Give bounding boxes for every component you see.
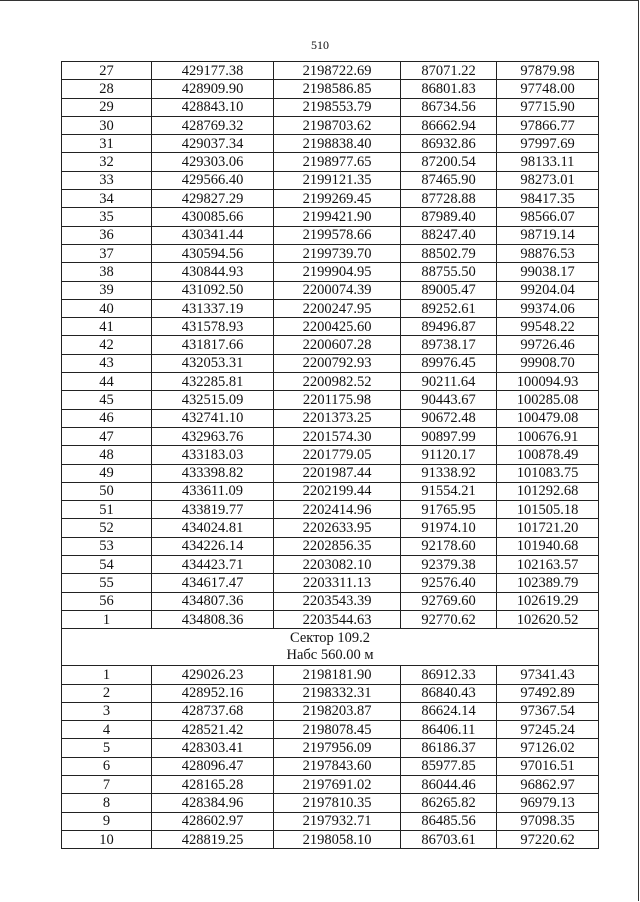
y-coordinate-cell: 2199121.35 — [274, 171, 401, 189]
point-number-cell: 35 — [62, 208, 152, 226]
x-coordinate-cell: 428769.32 — [152, 116, 274, 134]
table-row — [62, 537, 599, 555]
y-local-cell: 101083.75 — [497, 464, 599, 482]
table-row — [62, 354, 599, 372]
y-coordinate-cell: 2198703.62 — [274, 116, 401, 134]
table-row — [62, 666, 599, 684]
x-coordinate-cell: 428521.42 — [152, 721, 274, 739]
x-local-cell: 87071.22 — [401, 62, 497, 80]
y-local-cell: 97866.77 — [497, 116, 599, 134]
point-number-cell: 51 — [62, 501, 152, 519]
table-row — [62, 80, 599, 98]
x-local-cell: 85977.85 — [401, 757, 497, 775]
table-row — [62, 757, 599, 775]
y-local-cell: 101721.20 — [497, 519, 599, 537]
table-row — [62, 263, 599, 281]
x-coordinate-cell: 432285.81 — [152, 373, 274, 391]
y-local-cell: 102163.57 — [497, 556, 599, 574]
x-local-cell: 87989.40 — [401, 208, 497, 226]
table-row — [62, 721, 599, 739]
point-number-cell: 30 — [62, 116, 152, 134]
coordinates-table-bottom — [62, 666, 599, 849]
x-local-cell: 90443.67 — [401, 391, 497, 409]
y-local-cell: 102389.79 — [497, 574, 599, 592]
y-coordinate-cell: 2199739.70 — [274, 244, 401, 262]
page-number: 510 — [311, 38, 329, 52]
point-number-cell: 27 — [62, 62, 152, 80]
y-local-cell: 100285.08 — [497, 391, 599, 409]
table-row — [62, 574, 599, 592]
section-subtitle: Набс 560.00 м — [286, 647, 374, 664]
x-coordinate-cell: 428096.47 — [152, 757, 274, 775]
x-local-cell: 86703.61 — [401, 830, 497, 848]
x-local-cell: 89252.61 — [401, 299, 497, 317]
point-number-cell: 1 — [62, 666, 152, 684]
y-coordinate-cell: 2200074.39 — [274, 281, 401, 299]
table-row — [62, 190, 599, 208]
x-coordinate-cell: 428384.96 — [152, 794, 274, 812]
point-number-cell: 4 — [62, 721, 152, 739]
y-local-cell: 97245.24 — [497, 721, 599, 739]
x-coordinate-cell: 428165.28 — [152, 775, 274, 793]
y-coordinate-cell: 2202633.95 — [274, 519, 401, 537]
y-local-cell: 97492.89 — [497, 684, 599, 702]
y-coordinate-cell: 2202199.44 — [274, 482, 401, 500]
y-coordinate-cell: 2200247.95 — [274, 299, 401, 317]
table-row — [62, 794, 599, 812]
point-number-cell: 1 — [62, 610, 152, 628]
point-number-cell: 9 — [62, 812, 152, 830]
point-number-cell: 48 — [62, 446, 152, 464]
y-coordinate-cell: 2198078.45 — [274, 721, 401, 739]
x-coordinate-cell: 430594.56 — [152, 244, 274, 262]
table-row — [62, 171, 599, 189]
y-local-cell: 97126.02 — [497, 739, 599, 757]
point-number-cell: 5 — [62, 739, 152, 757]
y-local-cell: 98273.01 — [497, 171, 599, 189]
coordinates-table — [61, 61, 599, 849]
table-row — [62, 281, 599, 299]
y-coordinate-cell: 2197810.35 — [274, 794, 401, 812]
point-number-cell: 6 — [62, 757, 152, 775]
table-row — [62, 775, 599, 793]
point-number-cell: 50 — [62, 482, 152, 500]
table-row — [62, 592, 599, 610]
x-coordinate-cell: 434226.14 — [152, 537, 274, 555]
table-row — [62, 208, 599, 226]
y-coordinate-cell: 2201779.05 — [274, 446, 401, 464]
x-coordinate-cell: 434807.36 — [152, 592, 274, 610]
y-local-cell: 99548.22 — [497, 318, 599, 336]
y-local-cell: 98566.07 — [497, 208, 599, 226]
table-row — [62, 226, 599, 244]
y-local-cell: 97997.69 — [497, 135, 599, 153]
point-number-cell: 8 — [62, 794, 152, 812]
y-local-cell: 97220.62 — [497, 830, 599, 848]
table-row — [62, 135, 599, 153]
table-row — [62, 446, 599, 464]
table-row — [62, 62, 599, 80]
y-coordinate-cell: 2201175.98 — [274, 391, 401, 409]
x-local-cell: 87465.90 — [401, 171, 497, 189]
section-header-cell — [62, 629, 599, 666]
table-row — [62, 391, 599, 409]
x-coordinate-cell: 429827.29 — [152, 190, 274, 208]
x-coordinate-cell: 431337.19 — [152, 299, 274, 317]
x-coordinate-cell: 429026.23 — [152, 666, 274, 684]
point-number-cell: 56 — [62, 592, 152, 610]
x-coordinate-cell: 429037.34 — [152, 135, 274, 153]
y-local-cell: 96979.13 — [497, 794, 599, 812]
x-coordinate-cell: 434024.81 — [152, 519, 274, 537]
table-row — [62, 318, 599, 336]
y-local-cell: 100676.91 — [497, 427, 599, 445]
x-local-cell: 87200.54 — [401, 153, 497, 171]
x-coordinate-cell: 430341.44 — [152, 226, 274, 244]
y-local-cell: 100878.49 — [497, 446, 599, 464]
y-coordinate-cell: 2198332.31 — [274, 684, 401, 702]
y-local-cell: 97715.90 — [497, 98, 599, 116]
point-number-cell: 44 — [62, 373, 152, 391]
y-coordinate-cell: 2197691.02 — [274, 775, 401, 793]
x-coordinate-cell: 428952.16 — [152, 684, 274, 702]
x-coordinate-cell: 428303.41 — [152, 739, 274, 757]
y-coordinate-cell: 2200607.28 — [274, 336, 401, 354]
x-coordinate-cell: 428819.25 — [152, 830, 274, 848]
x-coordinate-cell: 432053.31 — [152, 354, 274, 372]
y-local-cell: 99374.06 — [497, 299, 599, 317]
point-number-cell: 31 — [62, 135, 152, 153]
point-number-cell: 52 — [62, 519, 152, 537]
y-coordinate-cell: 2197956.09 — [274, 739, 401, 757]
x-coordinate-cell: 434617.47 — [152, 574, 274, 592]
x-coordinate-cell: 433611.09 — [152, 482, 274, 500]
x-coordinate-cell: 428737.68 — [152, 702, 274, 720]
x-coordinate-cell: 432515.09 — [152, 391, 274, 409]
y-coordinate-cell: 2198838.40 — [274, 135, 401, 153]
y-coordinate-cell: 2198181.90 — [274, 666, 401, 684]
x-local-cell: 89496.87 — [401, 318, 497, 336]
point-number-cell: 7 — [62, 775, 152, 793]
point-number-cell: 33 — [62, 171, 152, 189]
x-local-cell: 89976.45 — [401, 354, 497, 372]
table-row — [62, 702, 599, 720]
x-coordinate-cell: 430085.66 — [152, 208, 274, 226]
y-local-cell: 97367.54 — [497, 702, 599, 720]
table-row — [62, 299, 599, 317]
section-header-row — [62, 629, 599, 666]
x-local-cell: 88502.79 — [401, 244, 497, 262]
y-coordinate-cell: 2202414.96 — [274, 501, 401, 519]
point-number-cell: 39 — [62, 281, 152, 299]
point-number-cell: 40 — [62, 299, 152, 317]
x-coordinate-cell: 433819.77 — [152, 501, 274, 519]
y-local-cell: 99204.04 — [497, 281, 599, 299]
table-row — [62, 812, 599, 830]
x-local-cell: 92769.60 — [401, 592, 497, 610]
x-local-cell: 88755.50 — [401, 263, 497, 281]
x-coordinate-cell: 433398.82 — [152, 464, 274, 482]
y-coordinate-cell: 2200982.52 — [274, 373, 401, 391]
point-number-cell: 41 — [62, 318, 152, 336]
table-row — [62, 610, 599, 628]
y-local-cell: 102620.52 — [497, 610, 599, 628]
y-coordinate-cell: 2198722.69 — [274, 62, 401, 80]
point-number-cell: 46 — [62, 409, 152, 427]
table-row — [62, 116, 599, 134]
table-row — [62, 98, 599, 116]
y-coordinate-cell: 2203311.13 — [274, 574, 401, 592]
y-coordinate-cell: 2203082.10 — [274, 556, 401, 574]
point-number-cell: 37 — [62, 244, 152, 262]
x-local-cell: 86932.86 — [401, 135, 497, 153]
point-number-cell: 36 — [62, 226, 152, 244]
x-local-cell: 86912.33 — [401, 666, 497, 684]
x-local-cell: 86265.82 — [401, 794, 497, 812]
x-local-cell: 91120.17 — [401, 446, 497, 464]
y-local-cell: 101505.18 — [497, 501, 599, 519]
point-number-cell: 45 — [62, 391, 152, 409]
x-local-cell: 86840.43 — [401, 684, 497, 702]
y-coordinate-cell: 2200425.60 — [274, 318, 401, 336]
y-local-cell: 97098.35 — [497, 812, 599, 830]
x-local-cell: 86801.83 — [401, 80, 497, 98]
x-local-cell: 90672.48 — [401, 409, 497, 427]
y-local-cell: 101292.68 — [497, 482, 599, 500]
y-coordinate-cell: 2197843.60 — [274, 757, 401, 775]
x-coordinate-cell: 432963.76 — [152, 427, 274, 445]
x-coordinate-cell: 429566.40 — [152, 171, 274, 189]
point-number-cell: 49 — [62, 464, 152, 482]
table-row — [62, 244, 599, 262]
table-row — [62, 501, 599, 519]
y-coordinate-cell: 2199904.95 — [274, 263, 401, 281]
x-coordinate-cell: 428602.97 — [152, 812, 274, 830]
point-number-cell: 42 — [62, 336, 152, 354]
x-coordinate-cell: 430844.93 — [152, 263, 274, 281]
table-row — [62, 830, 599, 848]
y-coordinate-cell: 2203543.39 — [274, 592, 401, 610]
table-row — [62, 153, 599, 171]
x-local-cell: 88247.40 — [401, 226, 497, 244]
point-number-cell: 53 — [62, 537, 152, 555]
y-local-cell: 98417.35 — [497, 190, 599, 208]
x-coordinate-cell: 431817.66 — [152, 336, 274, 354]
table-row — [62, 519, 599, 537]
y-local-cell: 100479.08 — [497, 409, 599, 427]
point-number-cell: 43 — [62, 354, 152, 372]
y-coordinate-cell: 2201987.44 — [274, 464, 401, 482]
x-local-cell: 92770.62 — [401, 610, 497, 628]
x-local-cell: 86186.37 — [401, 739, 497, 757]
x-local-cell: 86624.14 — [401, 702, 497, 720]
x-local-cell: 86485.56 — [401, 812, 497, 830]
x-local-cell: 86406.11 — [401, 721, 497, 739]
y-coordinate-cell: 2198977.65 — [274, 153, 401, 171]
x-coordinate-cell: 428843.10 — [152, 98, 274, 116]
x-local-cell: 91338.92 — [401, 464, 497, 482]
point-number-cell: 2 — [62, 684, 152, 702]
table-row — [62, 373, 599, 391]
x-coordinate-cell: 428909.90 — [152, 80, 274, 98]
x-local-cell: 91554.21 — [401, 482, 497, 500]
table-row — [62, 336, 599, 354]
y-coordinate-cell: 2198203.87 — [274, 702, 401, 720]
y-local-cell: 98719.14 — [497, 226, 599, 244]
x-coordinate-cell: 434808.36 — [152, 610, 274, 628]
y-coordinate-cell: 2203544.63 — [274, 610, 401, 628]
y-local-cell: 97879.98 — [497, 62, 599, 80]
point-number-cell: 54 — [62, 556, 152, 574]
x-local-cell: 86044.46 — [401, 775, 497, 793]
x-local-cell: 89005.47 — [401, 281, 497, 299]
y-local-cell: 97748.00 — [497, 80, 599, 98]
x-coordinate-cell: 429303.06 — [152, 153, 274, 171]
section-header-group — [62, 629, 599, 666]
x-local-cell: 91974.10 — [401, 519, 497, 537]
y-local-cell: 99038.17 — [497, 263, 599, 281]
y-local-cell: 98133.11 — [497, 153, 599, 171]
y-local-cell: 101940.68 — [497, 537, 599, 555]
y-local-cell: 100094.93 — [497, 373, 599, 391]
x-local-cell: 86734.56 — [401, 98, 497, 116]
y-local-cell: 96862.97 — [497, 775, 599, 793]
section-title: Сектор 109.2 — [289, 630, 371, 647]
y-coordinate-cell: 2202856.35 — [274, 537, 401, 555]
x-coordinate-cell: 432741.10 — [152, 409, 274, 427]
point-number-cell: 29 — [62, 98, 152, 116]
y-coordinate-cell: 2198586.85 — [274, 80, 401, 98]
x-coordinate-cell: 433183.03 — [152, 446, 274, 464]
coordinates-table-top — [62, 62, 599, 629]
table-row — [62, 409, 599, 427]
table-row — [62, 739, 599, 757]
x-coordinate-cell: 434423.71 — [152, 556, 274, 574]
point-number-cell: 47 — [62, 427, 152, 445]
x-coordinate-cell: 431578.93 — [152, 318, 274, 336]
y-coordinate-cell: 2197932.71 — [274, 812, 401, 830]
y-local-cell: 102619.29 — [497, 592, 599, 610]
y-coordinate-cell: 2200792.93 — [274, 354, 401, 372]
x-local-cell: 92576.40 — [401, 574, 497, 592]
y-coordinate-cell: 2199269.45 — [274, 190, 401, 208]
point-number-cell: 38 — [62, 263, 152, 281]
y-coordinate-cell: 2198553.79 — [274, 98, 401, 116]
y-local-cell: 99726.46 — [497, 336, 599, 354]
point-number-cell: 3 — [62, 702, 152, 720]
y-coordinate-cell: 2201574.30 — [274, 427, 401, 445]
y-local-cell: 99908.70 — [497, 354, 599, 372]
x-local-cell: 86662.94 — [401, 116, 497, 134]
point-number-cell: 55 — [62, 574, 152, 592]
table-row — [62, 556, 599, 574]
point-number-cell: 34 — [62, 190, 152, 208]
x-coordinate-cell: 431092.50 — [152, 281, 274, 299]
y-local-cell: 97016.51 — [497, 757, 599, 775]
point-number-cell: 28 — [62, 80, 152, 98]
x-local-cell: 90897.99 — [401, 427, 497, 445]
y-coordinate-cell: 2201373.25 — [274, 409, 401, 427]
point-number-cell: 10 — [62, 830, 152, 848]
x-local-cell: 87728.88 — [401, 190, 497, 208]
x-local-cell: 92379.38 — [401, 556, 497, 574]
table-row — [62, 464, 599, 482]
y-coordinate-cell: 2199578.66 — [274, 226, 401, 244]
y-coordinate-cell: 2199421.90 — [274, 208, 401, 226]
point-number-cell: 32 — [62, 153, 152, 171]
x-local-cell: 91765.95 — [401, 501, 497, 519]
y-coordinate-cell: 2198058.10 — [274, 830, 401, 848]
table-row — [62, 684, 599, 702]
x-local-cell: 92178.60 — [401, 537, 497, 555]
y-local-cell: 98876.53 — [497, 244, 599, 262]
x-local-cell: 89738.17 — [401, 336, 497, 354]
table-row — [62, 427, 599, 445]
y-local-cell: 97341.43 — [497, 666, 599, 684]
table-row — [62, 482, 599, 500]
x-local-cell: 90211.64 — [401, 373, 497, 391]
x-coordinate-cell: 429177.38 — [152, 62, 274, 80]
